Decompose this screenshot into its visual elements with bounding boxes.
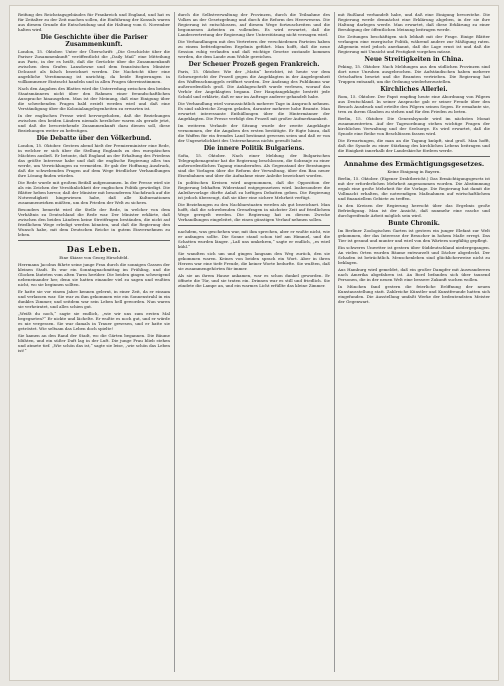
paragraph: Die Beziehungen zu den Nachbarstaaten werden als gut bezeichnet. Man hofft, daß die schwebenden Grenzfragen in nächster Zeit auf friedlichem Wege geregelt werden. Die Regierung hat zu diesem Zwecke Verhandlungen eingeleitet, die einen günstigen Verlauf nehmen sollen. <box>178 202 330 222</box>
paragraph: Nach den Angaben des Blattes wird die Unterredung zwischen den beiden Staatsmännern nicht über den Rahmen einer freundschaftlichen Aussprache hinausgehen. Man ist der Meinung, daß eine Einigung über die schwebenden Fragen bald erzielt werden wird und daß eine Verständigung über die Kolonialangelegenheiten zu erwarten ist. <box>18 86 170 111</box>
paragraph: nachdem, was geschehen war, mit ihm sprechen, aber er wußte nicht, wie er anfangen sollte. Die Sonne stand schon tief am Himmel, und die Schatten wurden länger. „Laß uns umkehren,“ sagte er endlich, „es wird kühl.“ <box>178 229 330 249</box>
headline: Die Geschichte über die Pariser Zusammenkunft. <box>40 34 148 48</box>
paragraph: „Weißt du noch,“ sagte sie endlich, „wie wir uns zum ersten Mal begegneten?“ Er nickte und lächelte. Er wußte es noch gut, und er würde es nie vergessen. Sie war damals in Trauer gewesen, und er hatte sie getröstet. Wie seltsam das Leben doch spielte! <box>18 311 170 331</box>
column-right <box>338 12 490 355</box>
divider <box>18 240 170 241</box>
paragraph: Aus Hamburg wird gemeldet, daß ein großer Dampfer mit Auswanderern nach Amerika abgefahren ist. An Bord befanden sich über tausend Personen, die in der neuen Welt eine bessere Zukunft suchen wollen. <box>338 267 490 282</box>
paragraph: Besonders bemerkt wird die Stelle der Rede, in welcher von dem Verhältnis zu Deutschland die Rede war. Der Minister erklärte, daß zwischen den beiden Ländern keine Streitfragen beständen, die nicht auf friedlichem Wege erledigt werden könnten, und daß die Regierung den Wunsch habe, mit dem Deutschen Reiche in gutem Einvernehmen zu leben. <box>18 207 170 237</box>
paragraph: Berlin, 15. Oktober. (Eigener Drahtbericht.) Das Ermächtigungsgesetz ist mit der erforderlichen Mehrheit angenommen worden. Die Abstimmung ergab eine große Mehrheit für die Vorlage. Die Regierung hat damit die Vollmacht erhalten, die notwendigen Maßnahmen auf wirtschaftlichem und finanziellem Gebiete zu treffen. <box>338 176 490 201</box>
paragraph: Die Rede wurde mit großem Beifall aufgenommen. In der Presse wird sie als ein Zeichen der Versöhnlichkeit der englischen Politik gewürdigt. Die Blätter heben hervor, daß der Minister mit besonderem Nachdruck auf die Notwendigkeit hingewiesen habe, daß alle Kulturnationen zusammenwirken müßten, um den Frieden der Welt zu sichern. <box>18 180 170 205</box>
paragraph: Paris, 15. Oktober. Wie der „Matin“ berichtet, ist heute vor dem Schwurgericht der Prozeß gegen die Angeklagten in der Angelegenheit des Waffenschmuggels eröffnet worden. Der Andrang des Publikums war außerordentlich groß. Die Anklageschrift wurde verlesen, worauf das Verhör der Angeklagten begann. Der Hauptangeklagte bestritt jede Schuld und erklärte, daß er nur im Auftrage anderer gehandelt habe. <box>178 69 330 99</box>
paragraph: In den Kreisen der Regierung herrscht über das Ergebnis große Befriedigung. Man ist der Ansicht, daß nunmehr eine rasche und durchgreifende Arbeit möglich sein wird. <box>338 203 490 218</box>
paragraph: Ein schweres Unwetter ist gestern über Süddeutschland niedergegangen. An vielen Orten wurden Bäume entwurzelt und Dächer abgedeckt. Der Schaden ist beträchtlich. Menschenleben sind glücklicherweise nicht zu beklagen. <box>338 245 490 265</box>
headline: Die Debatte über den Völkerbund. <box>36 135 152 142</box>
feuilleton-title: Das Leben. <box>66 244 122 254</box>
headline: Der Scheuer Prozeß gegen Frankreich. <box>188 61 320 68</box>
headline: Die innere Politik Bulgariens. <box>203 145 305 152</box>
paragraph: Berlin, 15. Oktober. Die Generalsynode wird im nächsten Monat zusammentreten. Auf der Tagesordnung stehen wichtige Fragen der kirchlichen Verwaltung und der Seelsorge. Es wird erwartet, daß die Synode eine Reihe von Beschlüssen fassen wird. <box>338 116 490 136</box>
headline: Bunte Chronik. <box>388 220 440 227</box>
paragraph: Sie wandten sich um und gingen langsam den Weg zurück, den sie gekommen waren. Keines von beiden sprach ein Wort. Aber in ihren Herzen war eine tiefe Freude, die keiner Worte bedurfte. Sie wußten, daß sie zusammengehörten für immer. <box>178 251 330 271</box>
columns <box>18 12 490 355</box>
headline: Kirchliches Allerlei. <box>380 86 448 93</box>
column-left <box>18 12 170 355</box>
column-middle <box>178 12 330 355</box>
paragraph: Die Verhandlungen mit den Vertretern der verschiedenen Parteien haben zu einem befriedigenden Ergebnis geführt. Man hofft, daß die neue Session ruhig verlaufen und daß wichtige Gesetze zustande kommen werden, die dem Lande zum Wohle gereichen. <box>178 39 330 59</box>
paragraph: Rom, 15. Oktober. Der Papst empfing heute eine Abordnung von Pilgern aus Deutschland. In seiner Ansprache gab er seiner Freude über den Besuch Ausdruck und erteilte den Pilgern seinen Segen. Er ermahnte sie, treu zu ihrem Glauben zu stehen und für den Frieden zu beten. <box>338 94 490 114</box>
headline: Annahme des Ermächtigungsgesetzes. <box>343 160 485 168</box>
divider <box>178 225 330 226</box>
paragraph: In der englischen Presse wird hervorgehoben, daß die Beziehungen zwischen den beiden Ländern niemals herzlicher waren als gerade jetzt, und daß die bevorstehende Zusammenkunft dazu dienen soll, diese Beziehungen weiter zu befestigen. <box>18 113 170 133</box>
paragraph: Sofia, 15. Oktober. Nach einer Meldung der Bulgarischen Telegraphenagentur hat die Regierung beschlossen, die Sobranje zu einer außerordentlichen Tagung einzuberufen. Als Gegenstand der Beratungen sind die Vorlagen über die Reform der Verwaltung, über den Bau neuer Eisenbahnen und über die Aufnahme einer Anleihe bezeichnet worden. <box>178 153 330 178</box>
paragraph: durch die Selbstverwaltung der Provinzen, durch die Teilnahme des Volkes an der Gesetzgebung und durch die Reform des Heerwesens. Die Regierung ist entschlossen, auf diesem Wege fortzuschreiten und die begonnenen Arbeiten zu vollenden. Es wird erwartet, daß die Landesvertretung der Regierung ihre Unterstützung nicht versagen wird. <box>178 12 330 37</box>
paragraph: Die Verhandlung wird voraussichtlich mehrere Tage in Anspruch nehmen. Es sind zahlreiche Zeugen geladen, darunter mehrere hohe Beamte. Man erwartet interessante Enthüllungen über die Hintermänner der Angeklagten. Die Presse verfolgt den Prozeß mit großer Aufmerksamkeit. <box>178 101 330 121</box>
paragraph: In politischen Kreisen wird angenommen, daß die Opposition der Regierung lebhaften Widerstand entgegensetzen wird. Insbesondere die Anleihevorlage dürfte Anlaß zu heftigen Debatten geben. Die Regierung ist jedoch überzeugt, daß sie über eine sichere Mehrheit verfügt. <box>178 180 330 200</box>
paragraph: Er hatte sie vor einem Jahre kennen gelernt, in einer Zeit, da er einsam und verlassen war. Sie war zu ihm gekommen wie ein Sonnenstrahl in ein dunkles Zimmer, und seitdem war sein Leben hell geworden. Nun waren sie verheiratet, und alles schien gut. <box>18 289 170 309</box>
paragraph: Peking, 15. Oktober. Nach Meldungen aus den südlichen Provinzen sind dort neue Unruhen ausgebrochen. Die Aufständischen haben mehrere Ortschaften besetzt und die Beamten vertrieben. Die Regierung hat Truppen entsandt, um die Ordnung wiederherzustellen. <box>338 64 490 84</box>
paragraph: Im weiteren Verlaufe der Sitzung wurde der zweite Angeklagte vernommen, der die Angaben des ersten bestätigte. Er fügte hinzu, daß die Waffen für ein fremdes Land bestimmt gewesen seien und daß er von der Ungesetzlichkeit des Unternehmens nichts gewußt habe. <box>178 123 330 143</box>
headline: Neue Streitigkeiten in China. <box>364 56 464 63</box>
divider <box>338 156 490 157</box>
paragraph: Die Erwartungen, die man an die Tagung knüpft, sind groß. Man hofft, daß die Synode zu einer Stärkung des kirchlichen Lebens beitragen und die Einigkeit innerhalb der Landeskirche fördern werde. <box>338 138 490 153</box>
paragraph: Herrmann Jacobus führte seine junge Frau durch die sonnigen Gassen der kleinen Stadt. Es war ein Sonntagnachmittag im Frühling, und die Glocken läuteten vom alten Turm herüber. Die beiden gingen schweigend nebeneinander her, denn sie hatten einander viel zu sagen und wußten nicht, wo sie beginnen sollten. <box>18 262 170 287</box>
paragraph: mit Rußland verhandelt habe, und daß eine Einigung bevorstehe. Die Regierung werde demnächst eine Erklärung abgeben, in der sie ihre Haltung darlegen werde. Man erwartet, daß diese Erklärung zu einer Beruhigung der öffentlichen Meinung beitragen werde. <box>338 12 490 32</box>
paragraph: Im Berliner Zoologischen Garten ist gestern ein junger Elefant zur Welt gekommen, der das Interesse der Besucher in hohem Maße erregt. Das Tier ist gesund und munter und wird von den Wärtern sorgfältig gepflegt. <box>338 228 490 243</box>
paragraph: Sie kamen an den Rand der Stadt, wo die Gärten begannen. Die Bäume blühten, und ein süßer Duft lag in der Luft. Die junge Frau blieb stehen und atmete tief. „Wie schön das ist,“ sagte sie leise, „wie schön das Leben ist!“ <box>18 333 170 353</box>
lead-paragraph: Reifung des Reichstagsgebäudes für Frankreich und England, und hat es für Zeitalter zu der Zeit machen sollen, die Einführung der Konsuls waren aus diesem Grunde die Entscheidung und die Haltung vom 6. November halten wird. <box>18 12 170 32</box>
subheadline: Keine Einigung in Bayern. <box>387 169 441 174</box>
paragraph: London, 15. Oktober. Unter der Überschrift: „Die Geschichte über die Pariser Zusammenkunft“ veröffentlicht die „Daily Mail“ eine Mitteilung aus Paris, in der es heißt, daß die Gerüchte über die Zusammenkunft zwischen dem Grafen Lansdowne und dem französischen Minister Delcassé als falsch bezeichnet werden. Die Nachricht über eine angebliche Verstimmung ist unrichtig, da beide Regierungen in vollkommener Eintracht handeln und in allen Fragen übereinstimmen. <box>18 49 170 84</box>
paragraph: In München fand gestern die feierliche Eröffnung der neuen Kunstausstellung statt. Zahlreiche Künstler und Kunstfreunde hatten sich eingefunden. Die Ausstellung umfaßt Werke der bedeutendsten Meister der Gegenwart. <box>338 284 490 304</box>
paragraph: Die Zeitungen beschäftigen sich lebhaft mit der Frage. Einige Blätter verlangen eine energische Politik, während andere zur Mäßigung raten. Allgemein wird jedoch anerkannt, daß die Lage ernst ist und daß die Regierung mit Umsicht und Festigkeit vorgehen müsse. <box>338 34 490 54</box>
feuilleton-subtitle: Eine Skizze von Georg Hirschfeld. <box>59 255 129 260</box>
newspaper-page <box>10 6 498 680</box>
paragraph: Als sie an ihrem Hause ankamen, war es schon dunkel geworden. Er öffnete die Tür, und sie traten ein. Drinnen war es still und friedlich. Sie zündete die Lampe an, und ein warmes Licht erfüllte das kleine Zimmer. <box>178 273 330 288</box>
paragraph: London, 15. Oktober. Gestern abend hielt der Premierminister eine Rede, in welcher er sich über die Stellung Englands zu den europäischen Mächten ausließ. Er betonte, daß England an der Erhaltung des Friedens das größte Interesse habe und daß die englische Regierung alles tun werde, um Verwicklungen zu vermeiden. Er gab der Hoffnung Ausdruck, daß die schwebenden Fragen auf dem Wege friedlicher Verhandlungen ihre Lösung finden würden. <box>18 143 170 178</box>
